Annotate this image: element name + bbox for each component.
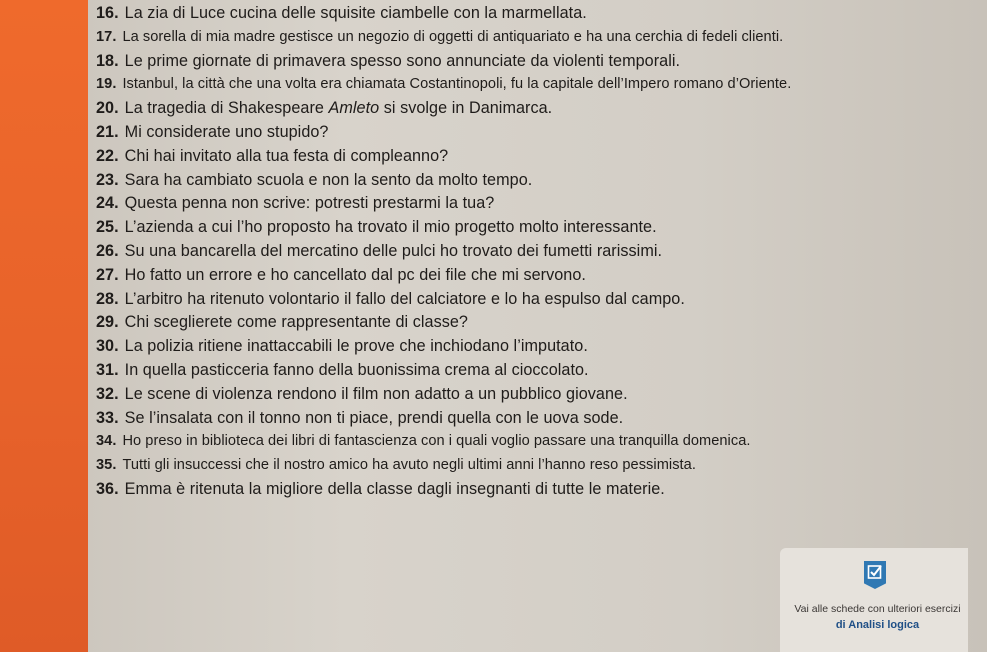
exercise-number: 21. xyxy=(96,122,119,141)
exercise-number: 19. xyxy=(96,76,117,93)
exercise-item xyxy=(96,121,977,145)
exercise-item xyxy=(96,288,977,312)
exercise-item xyxy=(96,169,977,193)
exercise-number: 24. xyxy=(96,194,119,213)
exercise-item xyxy=(96,97,977,121)
exercise-number: 33. xyxy=(96,408,119,427)
exercise-text: L’azienda a cui l’ho proposto ha trovato il mio progetto molto interessante. xyxy=(124,218,657,237)
orange-margin-bar xyxy=(0,0,88,652)
exercise-item xyxy=(96,454,977,478)
exercise-item xyxy=(96,335,977,359)
exercise-number: 16. xyxy=(96,4,119,22)
exercise-number: 30. xyxy=(96,337,119,356)
exercise-text: Ho preso in biblioteca dei libri di fantascienza con i quali voglio passare una tranquilla domenica. xyxy=(122,433,751,450)
exercise-item xyxy=(96,264,977,288)
exercise-text: Mi considerate uno stupido? xyxy=(124,122,329,141)
exercise-text: Le prime giornate di primavera spesso sono annunciate da violenti temporali. xyxy=(124,51,681,70)
exercise-item xyxy=(96,430,977,454)
exercise-text: La sorella di mia madre gestisce un negozio di oggetti di antiquariato e ha una cerchia di fedeli clienti. xyxy=(122,28,784,45)
exercise-number: 32. xyxy=(96,384,119,403)
exercise-item xyxy=(96,145,977,169)
exercise-number: 29. xyxy=(96,313,119,332)
exercise-text: Ho fatto un errore e ho cancellato dal pc dei file che mi servono. xyxy=(124,265,586,284)
exercise-item xyxy=(96,478,977,502)
exercise-text-before: La tragedia di Shakespeare xyxy=(124,99,329,118)
exercise-number: 34. xyxy=(96,433,117,450)
exercise-number: 25. xyxy=(96,218,119,237)
exercise-text-after: si svolge in Danimarca. xyxy=(379,99,553,118)
exercise-text: Questa penna non scrive: potresti prestarmi la tua? xyxy=(124,194,495,213)
exercise-text: Le scene di violenza rendono il film non adatto a un pubblico giovane. xyxy=(124,384,628,403)
exercise-number: 35. xyxy=(96,457,117,474)
exercise-item xyxy=(96,192,977,216)
exercise-text: L’arbitro ha ritenuto volontario il fallo del calciatore e lo ha espulso dal campo. xyxy=(124,289,685,308)
exercise-text: La polizia ritiene inattaccabili le prove che inchiodano l’imputato. xyxy=(124,337,588,356)
exercise-text: In quella pasticceria fanno della buonissima crema al cioccolato. xyxy=(124,360,589,379)
exercise-text: Chi sceglierete come rappresentante di classe? xyxy=(124,313,468,332)
exercise-number: 36. xyxy=(96,479,119,498)
exercise-item xyxy=(96,383,977,407)
exercise-number: 18. xyxy=(96,51,119,70)
exercise-text: La zia di Luce cucina delle squisite ciambelle con la marmellata. xyxy=(124,4,587,22)
exercise-number: 31. xyxy=(96,360,119,379)
exercise-item xyxy=(96,26,977,50)
exercise-item xyxy=(96,407,977,431)
exercise-text: Sara ha cambiato scuola e non la sento da molto tempo. xyxy=(124,170,533,189)
exercise-item xyxy=(96,73,977,97)
callout-text: Vai alle schede con ulteriori esercizi xyxy=(794,603,961,615)
exercise-text: Su una bancarella del mercatino delle pulci ho trovato dei fumetti rarissimi. xyxy=(124,241,663,260)
exercise-number: 22. xyxy=(96,146,119,165)
checklist-icon xyxy=(864,561,886,589)
exercise-number: 17. xyxy=(96,28,117,45)
exercise-text: Istanbul, la città che una volta era chiamata Costantinopoli, fu la capitale dell’Impero romano d’Oriente. xyxy=(122,76,792,93)
exercise-item xyxy=(96,216,977,240)
exercise-text: Emma è ritenuta la migliore della classe dagli insegnanti di tutte le materie. xyxy=(124,479,665,498)
exercise-number: 28. xyxy=(96,289,119,308)
exercise-text-italic: Amleto xyxy=(328,99,380,118)
exercise-text: Se l’insalata con il tonno non ti piace, prendi quella con le uova sode. xyxy=(124,408,624,427)
exercise-number: 23. xyxy=(96,170,119,189)
exercise-list xyxy=(96,2,977,502)
exercise-number: 20. xyxy=(96,99,119,118)
callout-link[interactable]: di Analisi logica xyxy=(835,619,920,631)
exercise-item xyxy=(96,2,977,26)
exercise-item xyxy=(96,359,977,383)
exercise-text: Chi hai invitato alla tua festa di compleanno? xyxy=(124,146,449,165)
exercise-item xyxy=(96,311,977,335)
exercise-text: Tutti gli insuccessi che il nostro amico ha avuto negli ultimi anni l’hanno reso pessimista. xyxy=(122,457,696,474)
exercise-number: 27. xyxy=(96,265,119,284)
exercise-number: 26. xyxy=(96,241,119,260)
exercise-item xyxy=(96,50,977,74)
exercise-item xyxy=(96,240,977,264)
